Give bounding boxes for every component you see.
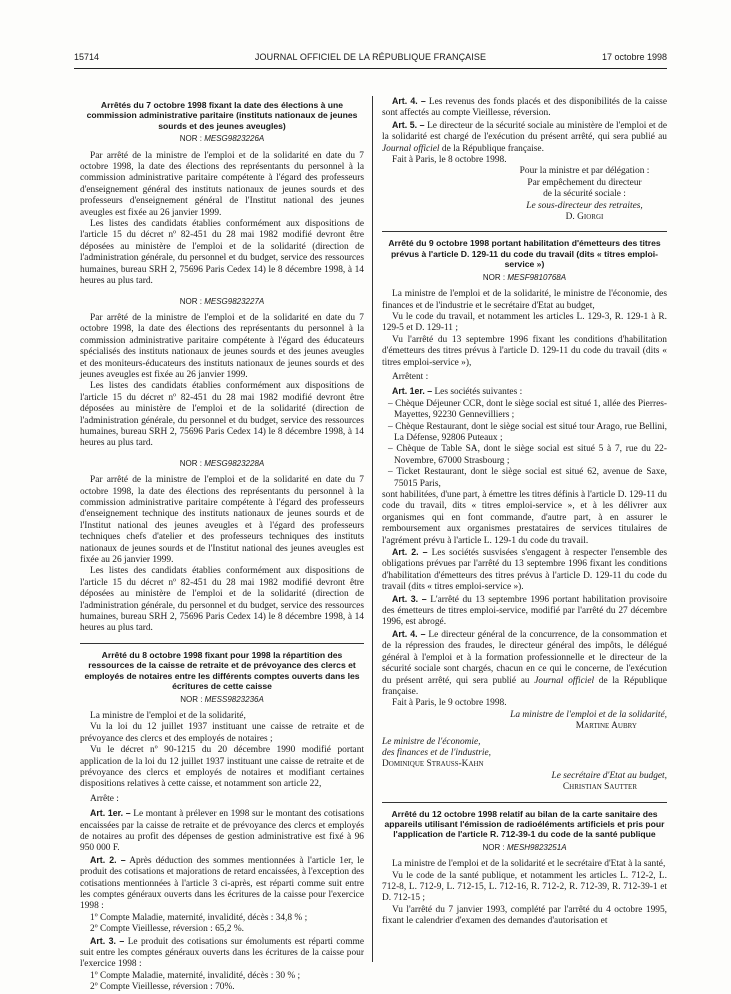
paragraph: La ministre de l'emploi et de la solidarité et le secrétaire d'Etat à la santé, bbox=[392, 859, 666, 870]
paragraph: Par arrêté de la ministre de l'emploi et de la solidarité en date du 7 octobre 1998, la date des élections des représentants du personnel à la commission administrative paritaire compétente à l'égard des éducateurs spécialisés des instituts nationaux de jeunes sourds et des jeunes aveugles et des moniteurs-éducateurs des instituts nationaux de jeunes sourds et des jeunes aveugles est fixée au 26 janvier 1999. bbox=[80, 312, 364, 380]
column-divider bbox=[372, 96, 373, 962]
section-separator bbox=[80, 643, 364, 644]
paragraph: Les listes des candidats établies conformément aux dispositions de l'article 15 du décret nº 82-451 du 28 mai 1982 modifié devront être déposées au ministère de l'emploi et de la solidarité (direction de l'administration générale, du personnel et du budget, service des ressources humaines, bureau SRH 2, 75696 Paris Cedex 14) le 8 décembre 1998, à 14 heures au plus tard. bbox=[80, 219, 364, 287]
decree-title: Arrêté du 12 octobre 1998 relatif au bilan de la carte sanitaire des appareils utilisant l'émission de radioéléments artificiels et pris pour l'application de l'article R. 712-39-1 du code de la santé publique bbox=[384, 808, 665, 840]
page-header bbox=[74, 52, 667, 66]
paragraph: Vu l'arrêté du 13 septembre 1996 fixant les conditions d'habilitation d'émetteurs des titres prévus à l'article D. 129-11 du code du travail (dits « titres emploi-service »), bbox=[382, 334, 667, 368]
nor-reference: NOR : MESF9810768A bbox=[482, 272, 567, 282]
left-column bbox=[80, 96, 364, 994]
list-item: – Chèque Restaurant, dont le siège social est situé tour Arago, rue Bellini, La Défense, 92806 Puteaux ; bbox=[388, 421, 667, 443]
paragraph: La ministre de l'emploi et de la solidarité, bbox=[90, 710, 246, 721]
paragraph: Vu la loi du 12 juillet 1937 instituant une caisse de retraite et de prévoyance des clercs et des employés de notaires ; bbox=[80, 722, 364, 744]
company-list bbox=[382, 399, 667, 490]
signature-block: Pour la ministre et par délégation : Par empêchement du directeur de la sécurité sociale : Le sous-directeur des retraites, D. Giorgi bbox=[502, 166, 667, 223]
signatory-name: Martine Aubry bbox=[575, 721, 637, 732]
article: Art. 4. – Le directeur général de la concurrence, de la consommation et de la répression des fraudes, le directeur général des impôts, le délégué général à l'emploi et à la formation professionnelle et le directeur de la sécurité sociale sont chargés, chacun en ce qui le concerne, de l'exécution du présent arrêté, qui sera publié au Journal officiel de la République française. bbox=[382, 628, 668, 697]
article: Art. 4. – Les revenus des fonds placés et des disponibilités de la caisse sont affectés au compte Vieillesse, réversion. bbox=[382, 96, 667, 119]
journal-title: JOURNAL OFFICIEL DE LA RÉPUBLIQUE FRANÇAISE bbox=[254, 52, 487, 62]
list-line: 2º Compte Vieillesse, réversion : 70%. bbox=[90, 982, 235, 993]
signing-place-date: Fait à Paris, le 9 octobre 1998. bbox=[392, 698, 507, 709]
nor-reference: NOR : MESG9823227A bbox=[179, 296, 265, 306]
nor-reference: NOR : MESS9823236A bbox=[180, 694, 264, 704]
nor-reference: NOR : MESH9823251A bbox=[482, 842, 567, 852]
nor-reference: NOR : MESG9823228A bbox=[179, 458, 265, 468]
paragraph: sont habilitées, d'une part, à émettre les titres définis à l'article D. 129-11 du code du travail, dits « titres emploi-service », et à les délivrer aux organismes qui en font commande, d'autre part, à en assurer le remboursement aux organismes prestataires de services titulaires de l'agrément prévu à l'article L. 129-1 du code du travail. bbox=[382, 490, 667, 546]
section-separator bbox=[382, 802, 667, 803]
list-item: – Chèque Déjeuner CCR, dont le siège social est situé 1, allée des Pierres-Mayettes, 92230 Gennevilliers ; bbox=[388, 398, 667, 421]
paragraph: Par arrêté de la ministre de l'emploi et de la solidarité en date du 7 octobre 1998, la date des élections des représentants du personnel à la commission administrative paritaire compétente à l'égard des professeurs d'enseignement technique des instituts nationaux de jeunes sourds et de l'Institut national des jeunes aveugles et à l'égard des professeurs techniques chefs d'atelier et des professeurs techniques des instituts nationaux de jeunes sourds et de l'Institut national des jeunes aveugles est fixée au 26 janvier 1999. bbox=[80, 475, 364, 566]
article: Art. 2. – Les sociétés susvisées s'engagent à respecter l'ensemble des obligations prévues par l'arrêté du 13 septembre 1996 fixant les conditions d'habilitation d'émetteurs des titres prévus à l'article D. 129-11 du code du travail (dits « titres emploi-service »). bbox=[382, 547, 668, 593]
paragraph: Par arrêté de la ministre de l'emploi et de la solidarité en date du 7 octobre 1998, la date des élections des représentants du personnel à la commission administrative paritaire compétente à l'égard des professeurs d'enseignement général des instituts nationaux de jeunes sourds et des professeurs d'enseignement général de l'Institut national des jeunes aveugles est fixée au 26 janvier 1999. bbox=[80, 150, 364, 218]
signatory-name: Christian Sautter bbox=[562, 782, 637, 793]
signatory-title: La ministre de l'emploi et de la solidarité, bbox=[510, 709, 667, 720]
header-rule bbox=[74, 68, 667, 69]
list-item: – Chèque de Table SA, dont le siège social est situé 5 à 7, rue du 22-Novembre, 67000 Strasbourg ; bbox=[388, 444, 667, 466]
page-number: 15714 bbox=[74, 52, 100, 62]
signatory-name: D. Giorgi bbox=[565, 212, 604, 223]
paragraph: Vu le code du travail, et notamment les articles L. 129-3, R. 129-1 à R. 129-5 et D. 129-11 ; bbox=[382, 311, 667, 334]
list-line: 1º Compte Maladie, maternité, invalidité, décès : 30 % ; bbox=[90, 970, 301, 981]
article: Art. 3. – Le produit des cotisations sur émoluments est réparti comme suit entre les comptes généraux ouverts dans les écritures de la caisse pour l'exercice 1998 : bbox=[80, 935, 364, 970]
right-column bbox=[382, 96, 667, 928]
decree-title: Arrêtés du 7 octobre 1998 fixant la date des élections à une commission administrative paritaire (instituts nationaux de jeunes sourds et des jeunes aveugles) bbox=[86, 100, 358, 131]
signatory-title: Le secrétaire d'Etat au budget, bbox=[551, 770, 667, 781]
article: Art. 1er. – Les sociétés suivantes : bbox=[392, 386, 523, 398]
signatory-name: Dominique Strauss-Kahn bbox=[382, 759, 484, 770]
issue-date: 17 octobre 1998 bbox=[601, 52, 667, 62]
article: Art. 2. – Après déduction des sommes mentionnées à l'article 1er, le produit des cotisations et majorations de retard encaissées, à l'exception des cotisations mentionnées à l'article 3 ci-après, est réparti comme suit entre les comptes généraux ouverts dans les écritures de la caisse pour l'exercice 1998 : bbox=[80, 854, 365, 912]
article: Art. 5. – Le directeur de la sécurité sociale au ministère de l'emploi et de la solidarité est chargé de l'exécution du présent arrêté, qui sera publié au Journal officiel de la République française. bbox=[382, 119, 667, 154]
signature-block: Le ministre de l'économie, des finances et de l'industrie, Dominique Strauss-Kahn bbox=[382, 737, 667, 771]
paragraph: Vu le code de la santé publique, et notamment les articles L. 712-2, L. 712-8, L. 712-9, L. 712-15, L. 712-16, R. 712-2, R. 712-39, R. 712-39-1 et D. 712-15 ; bbox=[382, 870, 667, 904]
list-line: 2º Compte Vieillesse, réversion : 65,2 %. bbox=[90, 924, 244, 935]
paragraph: Les listes des candidats établies conformément aux dispositions de l'article 15 du décret nº 82-451 du 28 mai 1982 modifié devront être déposées au ministère de l'emploi et de la solidarité (direction de l'administration générale, du personnel et du budget, service des ressources humaines, bureau SRH 2, 75696 Paris Cedex 14) le 8 décembre 1998, à 14 heures au plus tard. bbox=[80, 381, 364, 449]
arrete-heading: Arrête : bbox=[90, 793, 119, 804]
list-item: – Ticket Restaurant, dont le siège social est situé 62, avenue de Saxe, 75015 Paris, bbox=[388, 467, 667, 489]
list-line: 1º Compte Maladie, maternité, invalidité, décès : 34,8 % ; bbox=[90, 912, 308, 923]
decree-title: Arrêté du 9 octobre 1998 portant habilitation d'émetteurs des titres prévus à l'article D. 129-11 du code du travail (dits « titres emploi-service ») bbox=[388, 238, 661, 270]
paragraph: Vu le décret nº 90-1215 du 20 décembre 1990 modifié portant application de la loi du 12 juillet 1937 instituant une caisse de retraite et de prévoyance des clercs et employés de notaires et modifiant certaines dispositions relatives à cette caisse, et notamment son article 22, bbox=[80, 745, 364, 790]
article: Art. 1er. – Le montant à prélever en 1998 sur le montant des cotisations encaissées par la caisse de retraite et de prévoyance des clercs et employés de notaires au profit des dépenses de gestion administrative est fixé à 96 950 000 F. bbox=[80, 808, 365, 854]
section-separator bbox=[382, 231, 667, 232]
paragraph: La ministre de l'emploi et de la solidarité, le ministre de l'économie, des finances et de l'industrie et le secrétaire d'Etat au budget, bbox=[382, 289, 667, 311]
article: Art. 3. – L'arrêté du 13 septembre 1996 portant habilitation provisoire des émetteurs de titres emploi-service, modifié par l'arrêté du 27 décembre 1996, est abrogé. bbox=[382, 593, 667, 628]
paragraph: Les listes des candidats établies conformément aux dispositions de l'article 15 du décret nº 82-451 du 28 mai 1982 modifié devront être déposées au ministère de l'emploi et de la solidarité (direction de l'administration générale, du personnel et du budget, service des ressources humaines, bureau SRH 2, 75696 Paris Cedex 14) le 8 décembre 1998, à 14 heures au plus tard. bbox=[80, 566, 364, 634]
paragraph: Vu l'arrêté du 7 janvier 1993, complété par l'arrêté du 4 octobre 1995, fixant le calendrier d'examen des demandes d'autorisation et bbox=[382, 904, 667, 927]
decree-title: Arrêté du 8 octobre 1998 fixant pour 1998 la répartition des ressources de la caisse de retraite et de prévoyance des clercs et employés de notaires entre les différents comptes ouverts dans les écritures de cette caisse bbox=[84, 649, 360, 692]
arrete-heading: Arrêtent : bbox=[392, 371, 429, 382]
signing-place-date: Fait à Paris, le 8 octobre 1998. bbox=[392, 155, 507, 166]
nor-reference: NOR : MESG9823226A bbox=[179, 134, 265, 144]
